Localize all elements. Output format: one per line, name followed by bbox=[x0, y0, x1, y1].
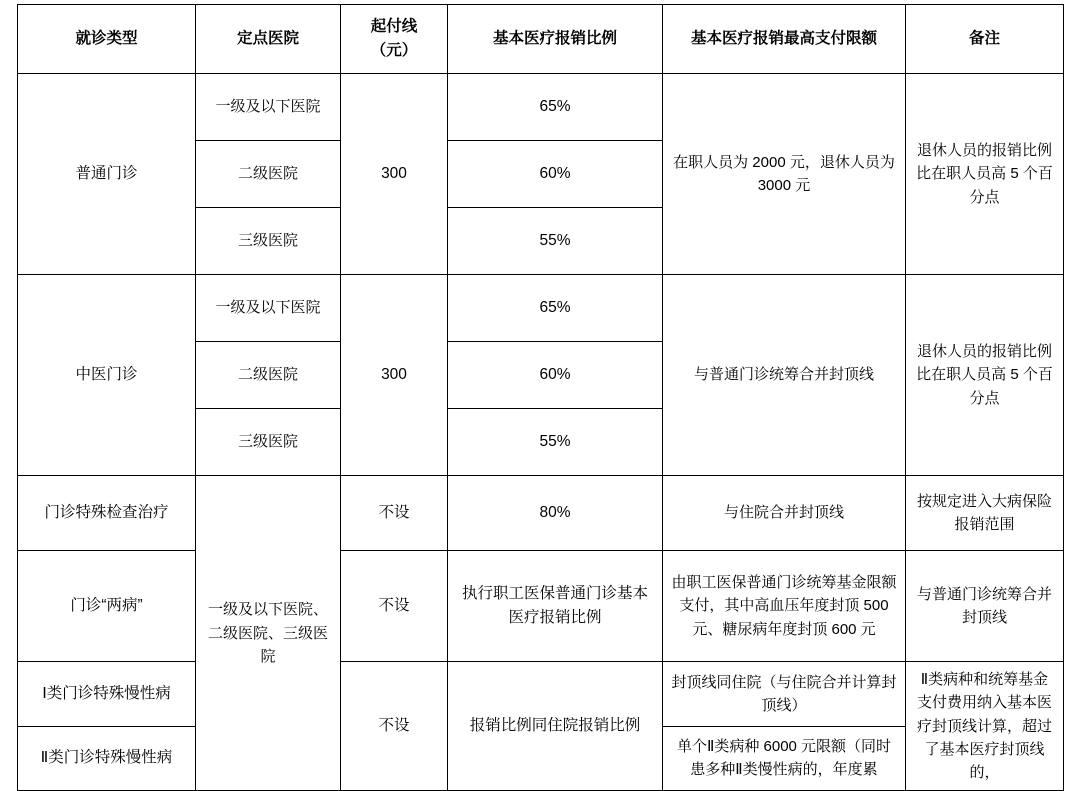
column-header-deductible-line2: （元） bbox=[370, 42, 418, 59]
cell-cap-chronic-type1: 封顶线同住院（与住院合并计算封顶线） bbox=[663, 662, 906, 727]
cell-hospital-tcm-level1: 一级及以下医院 bbox=[196, 275, 341, 342]
cell-hospital-tcm-level3: 三级医院 bbox=[196, 409, 341, 476]
cell-note-two-diseases: 与普通门诊统筹合并封顶线 bbox=[906, 551, 1064, 662]
column-header-visit-type: 就诊类型 bbox=[18, 5, 196, 74]
cell-ratio-general-level1: 65% bbox=[448, 74, 663, 141]
document-page bbox=[0, 4, 1080, 781]
cell-cap-two-diseases: 由职工医保普通门诊统筹基金限额支付，其中高血压年度封顶 500 元、糖尿病年度封顶 600 元 bbox=[663, 551, 906, 662]
column-header-deductible-line1: 起付线 bbox=[370, 17, 418, 35]
cell-ratio-tcm-level1: 65% bbox=[448, 275, 663, 342]
cell-cap-general: 在职人员为 2000 元，退休人员为 3000 元 bbox=[663, 74, 906, 275]
cell-ratio-chronic: 报销比例同住院报销比例 bbox=[448, 662, 663, 791]
cell-cap-tcm: 与普通门诊统筹合并封顶线 bbox=[663, 275, 906, 476]
cell-ratio-general-level2: 60% bbox=[448, 141, 663, 208]
cell-category-two-diseases: 门诊“两病” bbox=[18, 551, 196, 662]
cell-hospital-tcm-level2: 二级医院 bbox=[196, 342, 341, 409]
cell-cap-special-exam: 与住院合并封顶线 bbox=[663, 476, 906, 551]
column-header-reimbursement-ratio: 基本医疗报销比例 bbox=[448, 5, 663, 74]
column-header-deductible bbox=[341, 5, 448, 74]
table-row bbox=[18, 662, 1064, 727]
cell-category-chronic-type1: Ⅰ类门诊特殊慢性病 bbox=[18, 662, 196, 727]
cell-ratio-special-exam: 80% bbox=[448, 476, 663, 551]
cell-note-tcm: 退休人员的报销比例比在职人员高 5 个百分点 bbox=[906, 275, 1064, 476]
cell-category-special-exam: 门诊特殊检查治疗 bbox=[18, 476, 196, 551]
table-body bbox=[18, 74, 1064, 791]
cell-hospital-general-level2: 二级医院 bbox=[196, 141, 341, 208]
table-header-row bbox=[18, 5, 1064, 74]
cell-deductible-tcm: 300 bbox=[341, 275, 448, 476]
table-row bbox=[18, 476, 1064, 551]
medical-reimbursement-table bbox=[17, 4, 1064, 791]
cell-ratio-general-level3: 55% bbox=[448, 208, 663, 275]
cell-deductible-two-diseases: 不设 bbox=[341, 551, 448, 662]
column-header-designated-hospital: 定点医院 bbox=[196, 5, 341, 74]
cell-ratio-tcm-level2: 60% bbox=[448, 342, 663, 409]
cell-hospital-general-level3: 三级医院 bbox=[196, 208, 341, 275]
cell-cap-chronic-type2: 单个Ⅱ类病种 6000 元限额（同时患多种Ⅱ类慢性病的，年度累 bbox=[663, 726, 906, 791]
table-row bbox=[18, 551, 1064, 662]
cell-hospital-shared-all-levels: 一级及以下医院、二级医院、三级医院 bbox=[196, 476, 341, 791]
column-header-max-payment-limit: 基本医疗报销最高支付限额 bbox=[663, 5, 906, 74]
cell-note-general: 退休人员的报销比例比在职人员高 5 个百分点 bbox=[906, 74, 1064, 275]
table-row bbox=[18, 275, 1064, 342]
cell-ratio-two-diseases: 执行职工医保普通门诊基本医疗报销比例 bbox=[448, 551, 663, 662]
cell-hospital-general-level1: 一级及以下医院 bbox=[196, 74, 341, 141]
cell-deductible-special-exam: 不设 bbox=[341, 476, 448, 551]
cell-category-general-outpatient: 普通门诊 bbox=[18, 74, 196, 275]
cell-category-tcm-outpatient: 中医门诊 bbox=[18, 275, 196, 476]
cell-deductible-chronic: 不设 bbox=[341, 662, 448, 791]
table-header bbox=[18, 5, 1064, 74]
cell-note-chronic: Ⅱ类病种和统筹基金支付费用纳入基本医疗封顶线计算，超过了基本医疗封顶线的， bbox=[906, 662, 1064, 791]
table-row bbox=[18, 74, 1064, 141]
cell-category-chronic-type2: Ⅱ类门诊特殊慢性病 bbox=[18, 726, 196, 791]
cell-deductible-general: 300 bbox=[341, 74, 448, 275]
cell-ratio-tcm-level3: 55% bbox=[448, 409, 663, 476]
column-header-remark: 备注 bbox=[906, 5, 1064, 74]
cell-note-special-exam: 按规定进入大病保险报销范围 bbox=[906, 476, 1064, 551]
